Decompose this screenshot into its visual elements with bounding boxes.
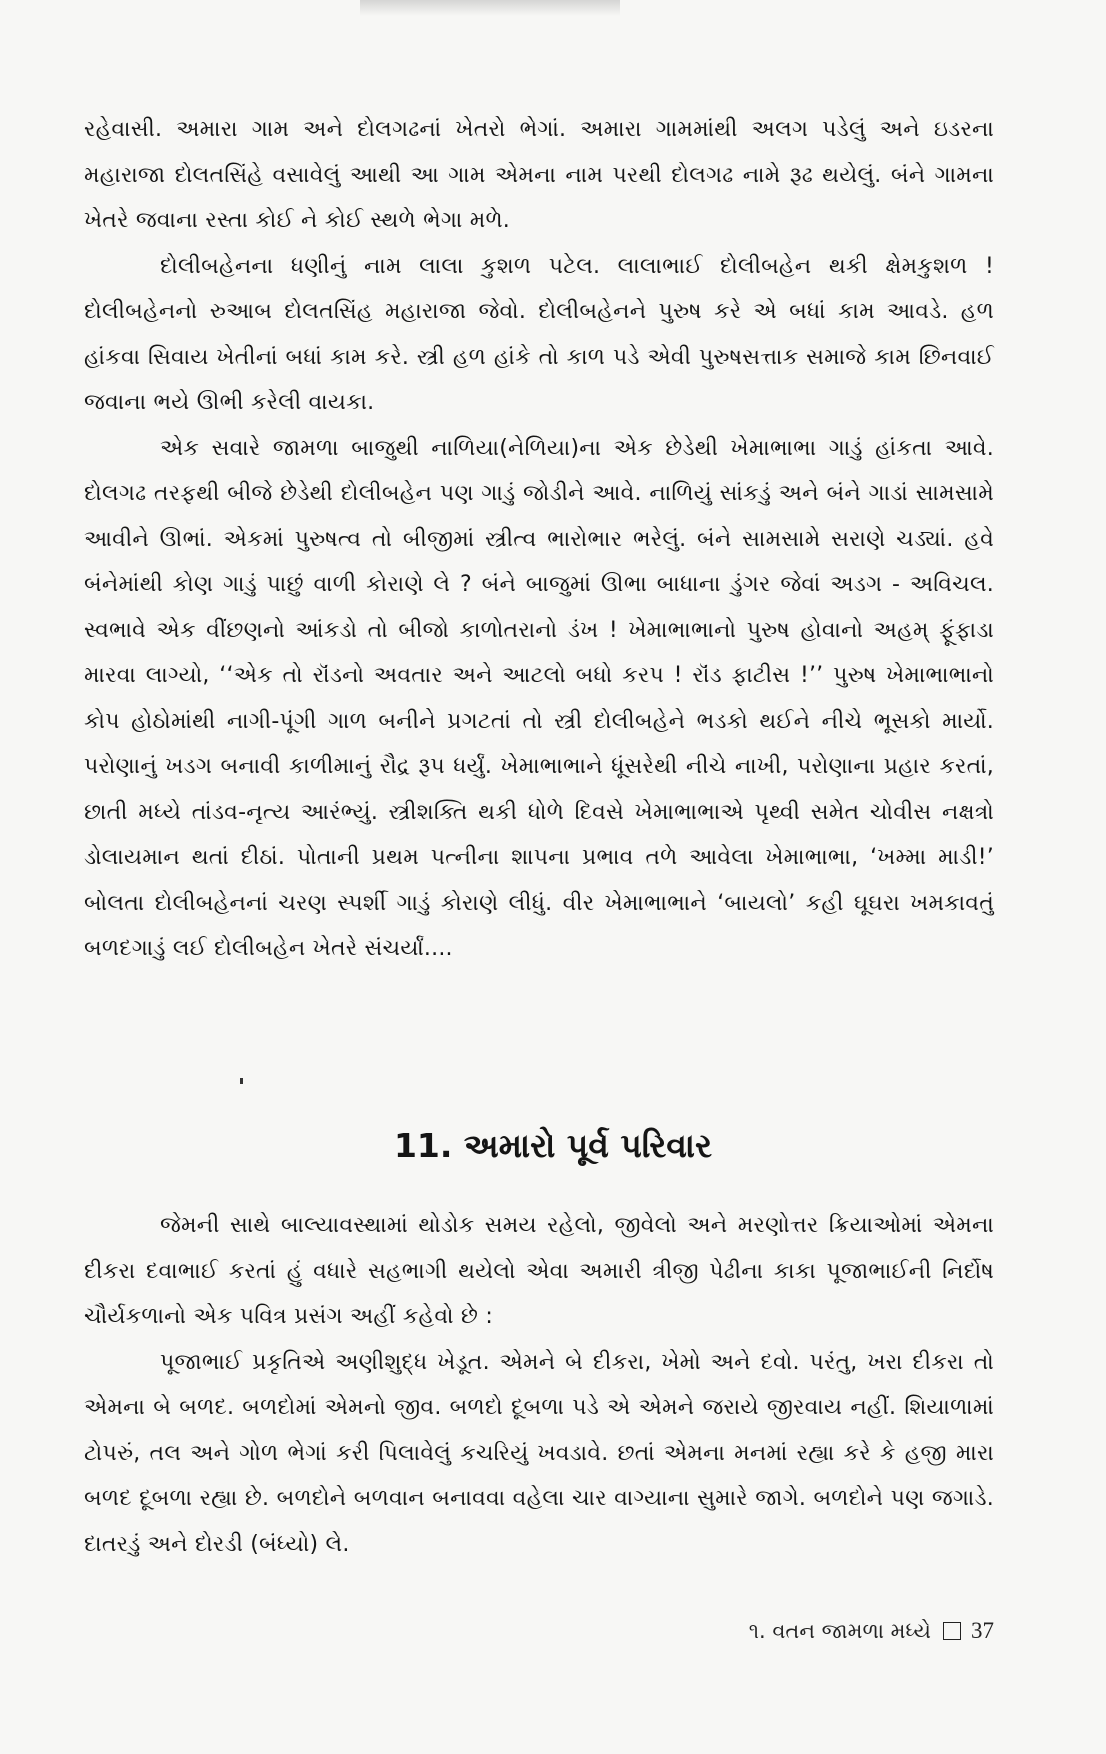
page-number: 37 xyxy=(971,1618,994,1643)
scan-shadow xyxy=(360,0,620,16)
paragraph: પૂજાભાઈ પ્રકૃતિએ અણીશુદ્ધ ખેડૂત. એમને બે દીકરા, ખેમો અને દવો. પરંતુ, ખરા દીકરા તો એમના બે બળદ. બળદોમાં એમનો જીવ. બળદો દૂબળા પડે એ એમને જરાયે જીરવાય નહીં. શિયાળામાં ટોપરું, તલ અને ગોળ ભેગાં કરી પિલાવેલું કચરિયું ખવડાવે. છતાં એમના મનમાં રહ્યા કરે કે હજી મારા બળદ દૂબળા રહ્યા છે. બળદોને બળવાન બનાવવા વહેલા ચાર વાગ્યાના સુમારે જાગે. બળદોને પણ જગાડે. દાતરડું અને દોરડી (બંધ્યો) લે. xyxy=(84,1349,994,1557)
chapter-heading: 11. અમારો પૂર્વ પરિવાર xyxy=(393,1126,713,1165)
paragraph: દોલીબહેનના ધણીનું નામ લાલા કુશળ પટેલ. લાલાભાઈ દોલીબહેન થકી ક્ષેમકુશળ ! દોલીબહેનનો રુઆબ દોલતસિંહ મહારાજા જેવો. દોલીબહેનને પુરુષ કરે એ બધાં કામ આવડે. હળ હાંકવા સિવાય ખેતીનાં બધાં કામ કરે. સ્ત્રી હળ હાંકે તો કાળ પડે એવી પુરુષસત્તાક સમાજે કામ છિનવાઈ જવાના ભયે ઊભી કરેલી વાયકા. xyxy=(84,253,994,415)
paragraph: જેમની સાથે બાલ્યાવસ્થામાં થોડોક સમય રહેલો, જીવેલો અને મરણોત્તર ક્રિયાઓમાં એમના દીકરા દવાભાઈ કરતાં હું વધારે સહભાગી થયેલો એવા અમારી ત્રીજી પેઢીના કાકા પૂજાભાઈની નિર્દોષ ચૌર્યકળાનો એક પવિત્ર પ્રસંગ અહીં કહેવો છે : xyxy=(84,1213,994,1329)
body-text-part-2 xyxy=(84,1203,994,1567)
paragraph: એક સવારે જામળા બાજુથી નાળિયા(નેળિયા)ના એક છેડેથી ખેમાભાભા ગાડું હાંકતા આવે. દોલગઢ તરફથી બીજે છેડેથી દોલીબહેન પણ ગાડું જોડીને આવે. નાળિયું સાંકડું અને બંને ગાડાં સામસામે આવીને ઊભાં. એકમાં પુરુષત્વ તો બીજીમાં સ્ત્રીત્વ ભારોભાર ભરેલું. બંને સામસામે સરાણે ચડ્યાં. હવે બંનેમાંથી કોણ ગાડું પાછું વાળી કોરાણે લે ? બંને બાજુમાં ઊભા બાધાના ડુંગર જેવાં અડગ - અવિચલ. સ્વભાવે એક વીંછણનો આંકડો તો બીજો કાળોતરાનો ડંખ ! ખેમાભાભાનો પુરુષ હોવાનો અહમ્ ફૂંફાડા મારવા લાગ્યો, ‘‘એક તો રૉંડનો અવતાર અને આટલો બધો કરપ ! રૉંડ ફાટીસ !’’ પુરુષ ખેમાભાભાનો કોપ હોઠોમાંથી નાગી-પૂંગી ગાળ બનીને પ્રગટતાં તો સ્ત્રી દોલીબહેને ભડકો થઈને નીચે ભૂસકો માર્યો. પરોણાનું ખડગ બનાવી કાળીમાનું રૌદ્ર રૂપ ધર્યું. ખેમાભાભાને ધૂંસરેથી નીચે નાખી, પરોણાના પ્રહાર કરતાં, છાતી મધ્યે તાંડવ-નૃત્ય આરંભ્યું. સ્ત્રીશક્તિ થકી ધોળે દિવસે ખેમાભાભાએ પૃથ્વી સમેત ચોવીસ નક્ષત્રો ડોલાયમાન થતાં દીઠાં. પોતાની પ્રથમ પત્નીના શાપના પ્રભાવ તળે આવેલા ખેમાભાભા, ‘ખમ્મા માડી!’ બોલતા દોલીબહેનનાં ચરણ સ્પર્શી ગાડું કોરાણે લીધું. વીર ખેમાભાભાને ‘બાયલો’ કહી ઘૂઘરા ખમકાવતું બળદગાડું લઈ દોલીબહેન ખેતરે સંચર્યાં.... xyxy=(84,435,994,961)
paragraph: રહેવાસી. અમારા ગામ અને દોલગઢનાં ખેતરો ભેગાં. અમારા ગામમાંથી અલગ પડેલું અને ઇડરના મહારાજા દોલતસિંહે વસાવેલું આથી આ ગામ એમના નામ પરથી દોલગઢ નામે રૂઢ થયેલું. બંને ગામના ખેતરે જવાના રસ્તા કોઈ ને કોઈ સ્થળે ભેગા મળે. xyxy=(84,117,994,233)
box-separator-icon xyxy=(943,1622,961,1640)
body-text-part-1 xyxy=(84,107,994,972)
running-title: ૧. વતન જામળા મધ્યે xyxy=(748,1619,931,1643)
page-footer xyxy=(749,1616,994,1646)
ink-speck xyxy=(240,1078,243,1084)
